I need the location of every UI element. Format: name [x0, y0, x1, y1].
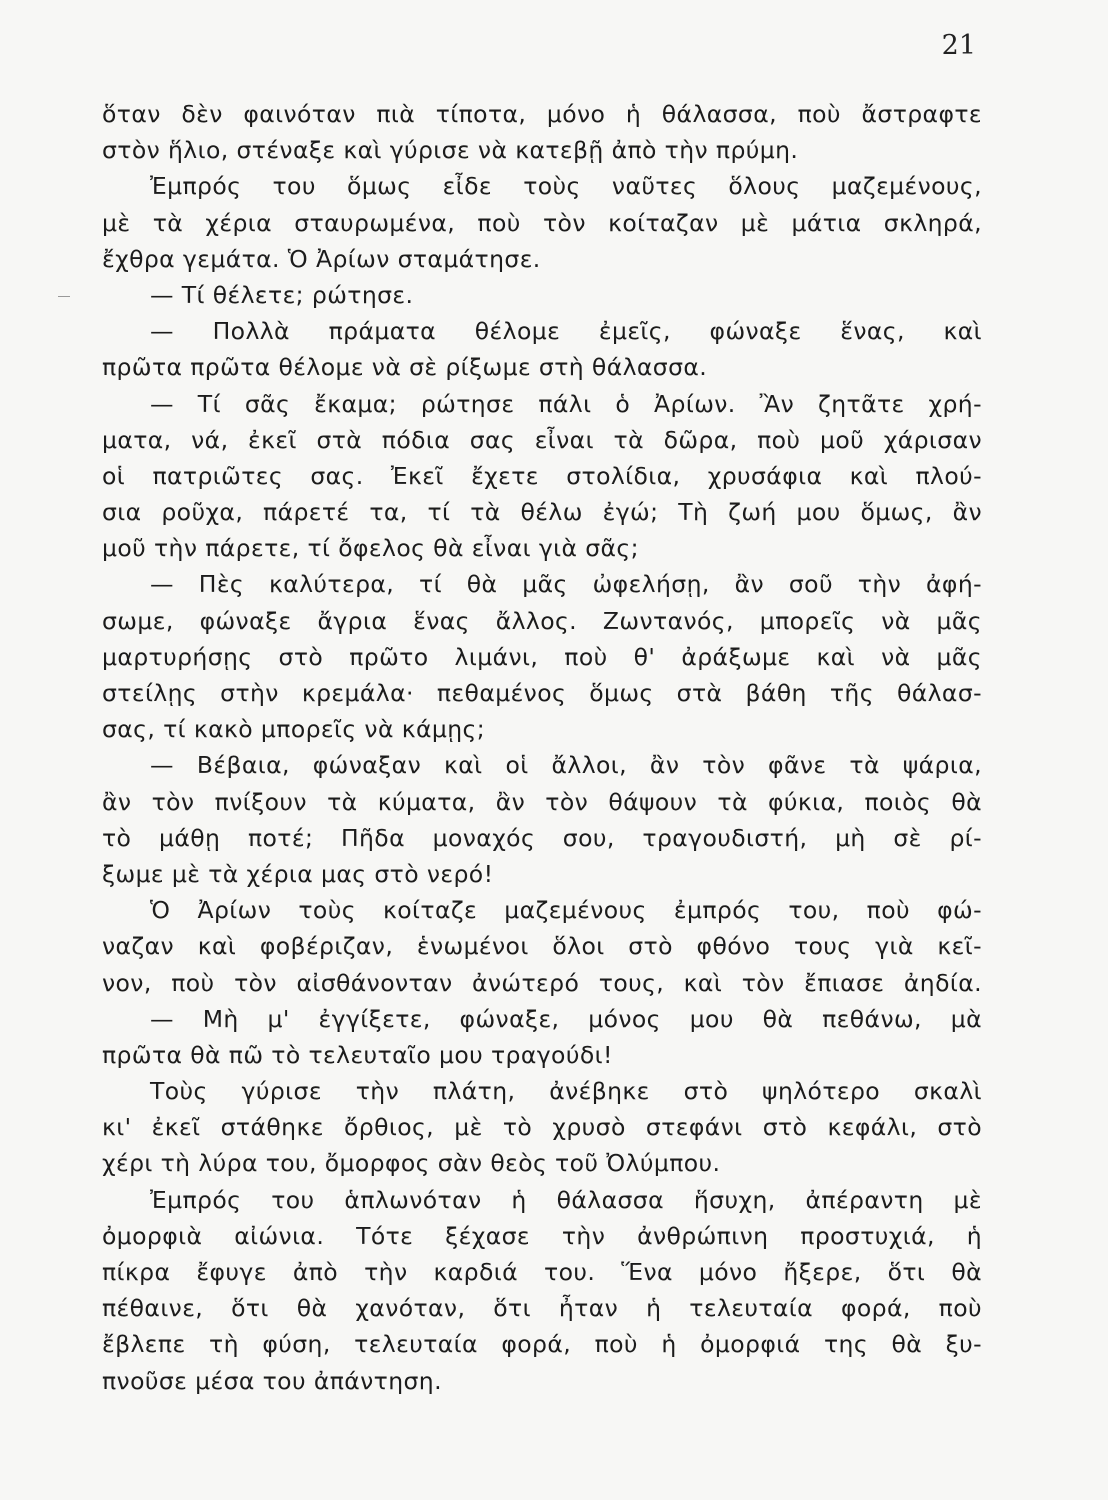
text-line: σια ροῦχα, πάρετέ τα, τί τὰ θέλω ἐγώ; Τὴ ζωή μου ὅμως, ἂν [102, 498, 982, 527]
text-line: — Τί σᾶς ἔκαμα; ρώτησε πάλι ὁ Ἀρίων. Ἂν ζητᾶτε χρή- [150, 389, 982, 418]
text-line: ἔβλεπε τὴ φύση, τελευταία φορά, ποὺ ἡ ὀμορφιά της θὰ ξυ- [102, 1330, 982, 1359]
text-line: πρῶτα θὰ πῶ τὸ τελευταῖο μου τραγούδι! [102, 1040, 613, 1069]
text-line: νον, ποὺ τὸν αἰσθάνονταν ἀνώτερό τους, καὶ τὸν ἔπιασε ἀηδία. [102, 968, 982, 997]
text-line: μὲ τὰ χέρια σταυρωμένα, ποὺ τὸν κοίταζαν μὲ μάτια σκληρά, [102, 208, 982, 237]
text-line: πρῶτα πρῶτα θέλομε νὰ σὲ ρίξωμε στὴ θάλασσα. [102, 353, 708, 382]
text-line: — Τί θέλετε; ρώτησε. [150, 280, 414, 309]
text-line: — Πὲς καλύτερα, τί θὰ μᾶς ὠφελήσῃ, ἂν σοῦ τὴν ἀφή- [150, 570, 982, 599]
text-line: Ἐμπρός του ἁπλωνόταν ἡ θάλασσα ἥσυχη, ἀπέραντη μὲ [150, 1185, 982, 1214]
left-margin-mark [58, 296, 70, 297]
text-line: ματα, νά, ἐκεῖ στὰ πόδια σας εἶναι τὰ δῶρα, ποὺ μοῦ χάρισαν [102, 425, 982, 454]
text-line: πέθαινε, ὅτι θὰ χανόταν, ὅτι ἦταν ἡ τελευταία φορά, ποὺ [102, 1294, 982, 1323]
body-text [102, 96, 982, 1399]
text-line: ναζαν καὶ φοβέριζαν, ἑνωμένοι ὅλοι στὸ φθόνο τους γιὰ κεῖ- [102, 932, 982, 961]
text-line: πίκρα ἔφυγε ἀπὸ τὴν καρδιά του. Ἕνα μόνο ἤξερε, ὅτι θὰ [102, 1258, 982, 1286]
text-line: σωμε, φώναξε ἄγρια ἕνας ἄλλος. Ζωντανός, μπορεῖς νὰ μᾶς [102, 606, 982, 635]
text-line: κι' ἐκεῖ στάθηκε ὄρθιος, μὲ τὸ χρυσὸ στεφάνι στὸ κεφάλι, στὸ [102, 1113, 982, 1142]
text-line: ἔχθρα γεμάτα. Ὁ Ἀρίων σταμάτησε. [102, 244, 541, 273]
text-line: μαρτυρήσῃς στὸ πρῶτο λιμάνι, ποὺ θ' ἀράξωμε καὶ νὰ μᾶς [102, 642, 982, 671]
text-line: τὸ μάθῃ ποτέ; Πῆδα μοναχός σου, τραγουδιστή, μὴ σὲ ρί- [102, 823, 982, 852]
text-line: Τοὺς γύρισε τὴν πλάτη, ἀνέβηκε στὸ ψηλότερο σκαλὶ [150, 1077, 982, 1106]
text-line: μοῦ τὴν πάρετε, τί ὄφελος θὰ εἶναι γιὰ σᾶς; [102, 534, 639, 563]
text-line: — Βέβαια, φώναξαν καὶ οἱ ἄλλοι, ἂν τὸν φᾶνε τὰ ψάρια, [150, 751, 982, 780]
text-line: — Μὴ μ' ἐγγίξετε, φώναξε, μόνος μου θὰ πεθάνω, μὰ [150, 1004, 982, 1033]
text-line: σας, τί κακὸ μπορεῖς νὰ κάμῃς; [102, 715, 486, 744]
text-line: ὅταν δὲν φαινόταν πιὰ τίποτα, μόνο ἡ θάλασσα, ποὺ ἄστραφτε [102, 100, 982, 128]
text-line: ἂν τὸν πνίξουν τὰ κύματα, ἂν τὸν θάψουν τὰ φύκια, ποιὸς θὰ [102, 787, 982, 816]
page-number: 21 [941, 30, 976, 61]
text-line: ὀμορφιὰ αἰώνια. Τότε ξέχασε τὴν ἀνθρώπινη προστυχιά, ἡ [102, 1221, 982, 1250]
text-line: Ἐμπρός του ὅμως εἶδε τοὺς ναῦτες ὅλους μαζεμένους, [150, 172, 982, 201]
text-line: πνοῦσε μέσα του ἀπάντηση. [102, 1366, 442, 1395]
text-line: ξωμε μὲ τὰ χέρια μας στὸ νερό! [102, 859, 494, 888]
text-line: Ὁ Ἀρίων τοὺς κοίταζε μαζεμένους ἐμπρός του, ποὺ φώ- [150, 896, 982, 925]
text-line: χέρι τὴ λύρα του, ὄμορφος σὰν θεὸς τοῦ Ὀλύμπου. [102, 1149, 721, 1178]
text-line: οἱ πατριῶτες σας. Ἐκεῖ ἔχετε στολίδια, χρυσάφια καὶ πλού- [102, 461, 982, 490]
text-line: στείλῃς στὴν κρεμάλα· πεθαμένος ὅμως στὰ βάθη τῆς θάλασ- [102, 679, 982, 707]
text-line: στὸν ἥλιο, στέναξε καὶ γύρισε νὰ κατεβῇ ἀπὸ τὴν πρύμη. [102, 136, 799, 165]
text-line: — Πολλὰ πράματα θέλομε ἐμεῖς, φώναξε ἕνας, καὶ [150, 317, 982, 346]
